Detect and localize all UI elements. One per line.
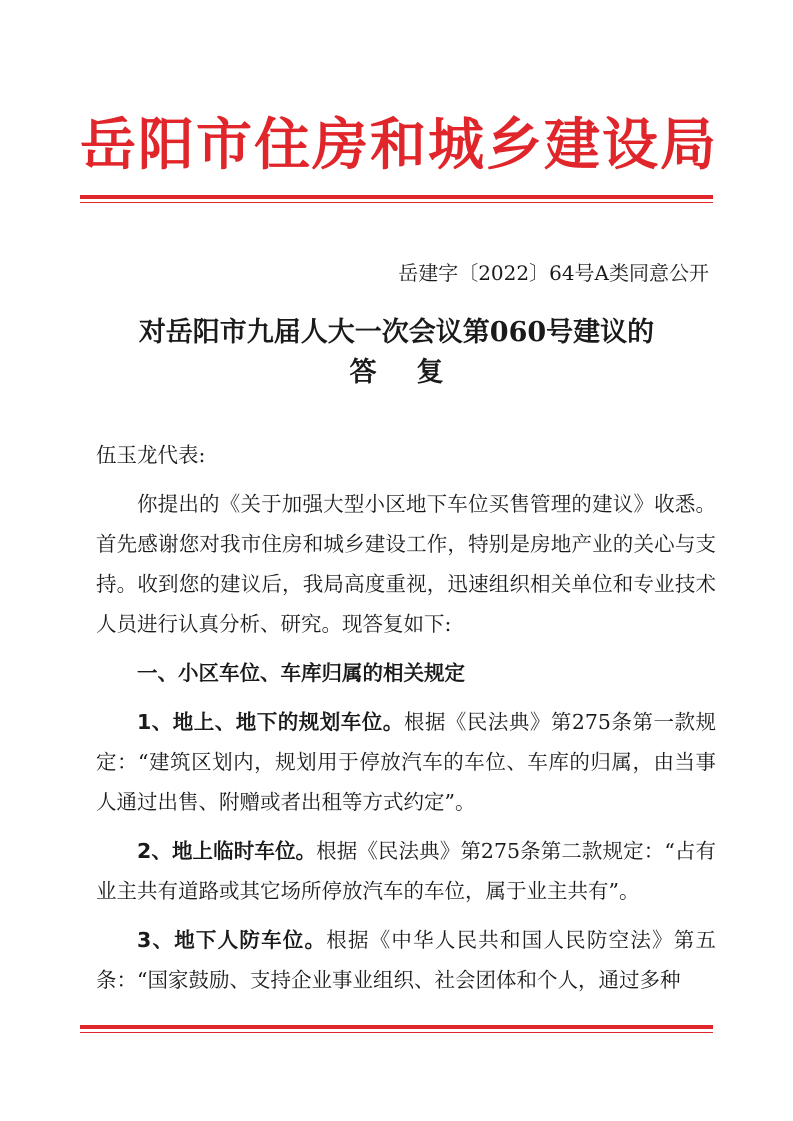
header-divider [80,195,713,203]
item-text: 根据《中华人民共和国人民防空法》第五条：“国家鼓励、支持企业事业组织、社会团体和个人，通过多种 [96,928,716,992]
salutation: 伍玉龙代表: [96,443,206,467]
document-body [96,435,716,1000]
item-text: 根据《民法典》第275条第一款规定：“建筑区划内，规划用于停放汽车的车位、车库的归属，由当事人通过出售、附赠或者出租等方式约定”。 [96,710,716,814]
document-title-line-1: 对岳阳市九届人大一次会议第060号建议的 [138,317,655,348]
item-lead: 3、地下人防车位。 [137,928,327,952]
item-lead: 1、地上、地下的规划车位。 [137,710,404,734]
list-item [96,831,716,911]
item-lead: 2、地上临时车位。 [137,839,317,863]
document-title-line-2: 答复 [349,357,484,388]
list-item [96,702,716,822]
section-heading: 一、小区车位、车库归属的相关规定 [137,661,465,685]
document-number: 岳建字〔2022〕64号A类同意公开 [398,261,709,285]
list-item [96,920,716,1000]
issuing-agency-title: 岳阳市住房和城乡建设局 [80,113,718,178]
item-text: 根据《民法典》第275条第二款规定：“占有业主共有道路或其它场所停放汽车的车位，属于业主共有”。 [96,839,716,903]
intro-paragraph: 你提出的《关于加强大型小区地下车位买售管理的建议》收悉。首先感谢您对我市住房和城乡建设工作，特别是房地产业的关心与支持。收到您的建议后，我局高度重视，迅速组织相关单位和专业技术人员进行认真分析、研究。现答复如下: [96,492,716,636]
footer-divider [80,1025,713,1033]
